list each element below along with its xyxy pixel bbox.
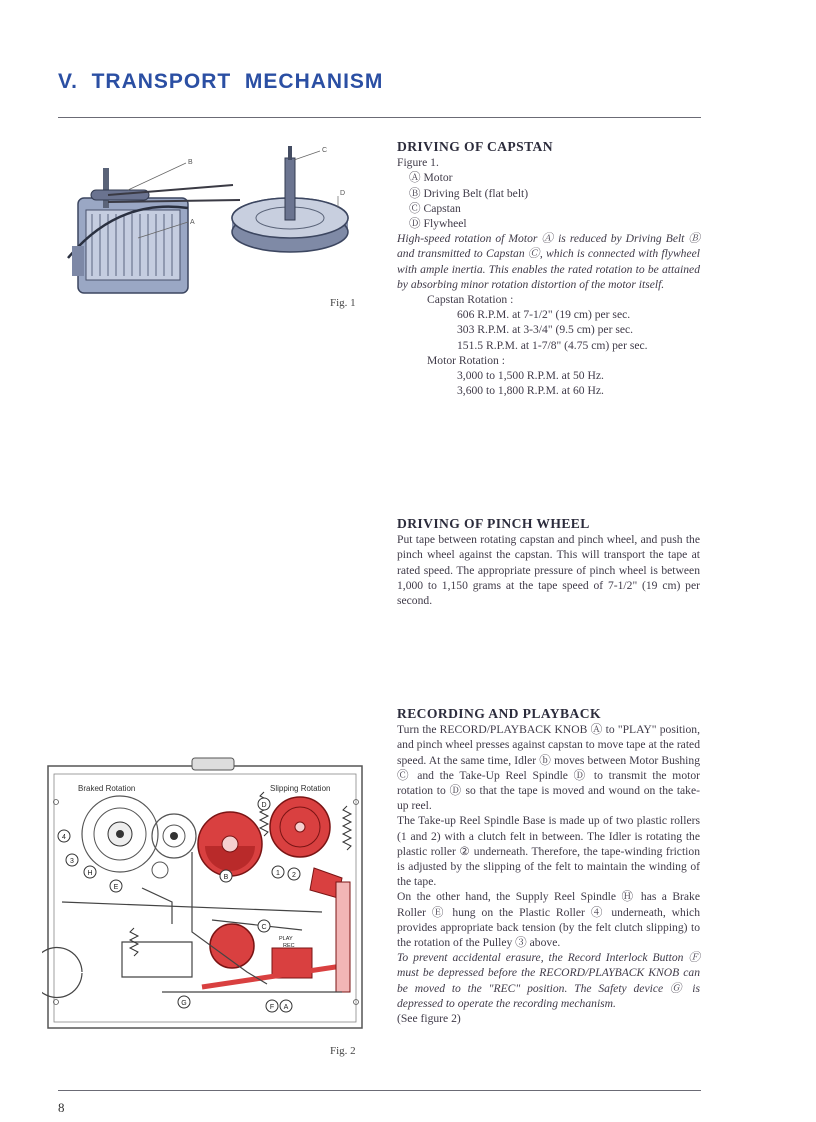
marker-4: 4 [62, 834, 66, 841]
marker-g: G [181, 1000, 187, 1007]
play-indicator: PLAY [279, 936, 293, 942]
recording-paragraph-3: On the other hand, the Supply Reel Spindle Ⓗ has a Brake Roller Ⓔ hung on the Plastic Roller ④ underneath, which provides appropriate back tension (by the felt clutch slipping) to the rotation of the Pulley ③ above. [397, 890, 700, 950]
fig1-label-a: A [190, 219, 195, 226]
braked-rotation-label: Braked Rotation [78, 784, 136, 793]
page-number: 8 [58, 1100, 65, 1115]
motor-rotation-label: Motor Rotation : [427, 353, 505, 367]
part-item: Ⓐ Motor [409, 171, 453, 185]
capstan-heading: DRIVING OF CAPSTAN [397, 139, 553, 154]
figure-2-caption: Fig. 2 [330, 1045, 356, 1057]
capstan-rotation-label: Capstan Rotation : [427, 293, 514, 307]
recording-paragraph-2: The Take-up Reel Spindle Base is made up of two plastic rollers (1 and 2) with a clutch felt in between. The Idler is rotating the plastic roller ② underneath. Therefore, the tape-winding friction is adjusted by the slipping of the felt to maintain the winding of the tape. [397, 814, 700, 889]
figure-2 [42, 752, 367, 1037]
recording-paragraph-1: Turn the RECORD/PLAYBACK KNOB Ⓐ to "PLAY" position, and pinch wheel presses against capstan to move tape at the rated speed. At the same time, Idler ⓑ moves between Motor Bushing Ⓒ and the Take-Up Reel Spindle Ⓓ to transmit the motor rotation to Ⓓ so that the tape is moved and wound on the take-up reel. [397, 723, 700, 813]
fig1-label-c: C [322, 147, 328, 154]
bottom-rule [58, 1090, 701, 1091]
fig1-label-b: B [188, 159, 193, 166]
part-item: Ⓑ Driving Belt (flat belt) [409, 186, 529, 200]
marker-3: 3 [70, 858, 74, 865]
rec-indicator: REC [283, 943, 295, 949]
recording-paragraph-5: (See figure 2) [397, 1012, 461, 1026]
figure-reference: Figure 1. [397, 156, 439, 170]
motor-rotation-value: 3,600 to 1,800 R.P.M. at 60 Hz. [457, 384, 604, 398]
recording-heading: RECORDING AND PLAYBACK [397, 706, 601, 721]
marker-e: E [113, 884, 119, 891]
marker-b: B [223, 874, 229, 881]
capstan-section [397, 139, 700, 398]
part-item: Ⓒ Capstan [409, 201, 461, 215]
flywheel-illustration [232, 146, 348, 252]
pinch-paragraph: Put tape between rotating capstan and pinch wheel, and push the pinch wheel against the capstan. This will transport the tape at rated speed. The appropriate pressure of pinch wheel is between 1,000 to 1,150 grams at the tape speed of 7-1/2" (19 cm) per second. [397, 533, 700, 608]
recording-section [397, 706, 700, 1026]
capstan-rotation-value: 303 R.P.M. at 3-3/4" (9.5 cm) per sec. [457, 323, 634, 337]
fig1-label-d: D [340, 190, 346, 197]
figure-1-caption: Fig. 1 [330, 297, 356, 309]
marker-1: 1 [276, 870, 280, 877]
motor-rotation-value: 3,000 to 1,500 R.P.M. at 50 Hz. [457, 369, 604, 383]
recording-paragraph-4: To prevent accidental erasure, the Record Interlock Button Ⓕ must be depressed before the RECORD/PLAYBACK KNOB can be moved to the "REC" position. The Safety device Ⓖ is depressed to operate the recording mechanism. [397, 951, 700, 1010]
motor-illustration [68, 168, 188, 293]
marker-d: D [261, 802, 267, 809]
marker-h: H [87, 870, 93, 877]
marker-f: F [269, 1004, 275, 1011]
capstan-paragraph: High-speed rotation of Motor Ⓐ is reduced by Driving Belt Ⓑ and transmitted to Capstan Ⓒ, which is connected with flywheel with ample inertia. This enables the rated rotation to be attained by absorbing minor rotation distortion of the motor itself. [397, 232, 700, 291]
pinch-heading: DRIVING OF PINCH WHEEL [397, 516, 590, 531]
marker-2: 2 [292, 872, 296, 879]
top-rule [58, 117, 701, 118]
pinch-section [397, 516, 700, 608]
part-item: Ⓓ Flywheel [409, 217, 467, 231]
capstan-rotation-value: 606 R.P.M. at 7-1/2" (19 cm) per sec. [457, 308, 631, 322]
slipping-rotation-label: Slipping Rotation [270, 784, 331, 793]
marker-c: C [261, 924, 267, 931]
capstan-rotation-value: 151.5 R.P.M. at 1-7/8" (4.75 cm) per sec. [457, 338, 648, 352]
section-title: V. TRANSPORT MECHANISM [58, 70, 384, 93]
marker-a: A [283, 1004, 289, 1011]
figure-1 [58, 138, 358, 308]
